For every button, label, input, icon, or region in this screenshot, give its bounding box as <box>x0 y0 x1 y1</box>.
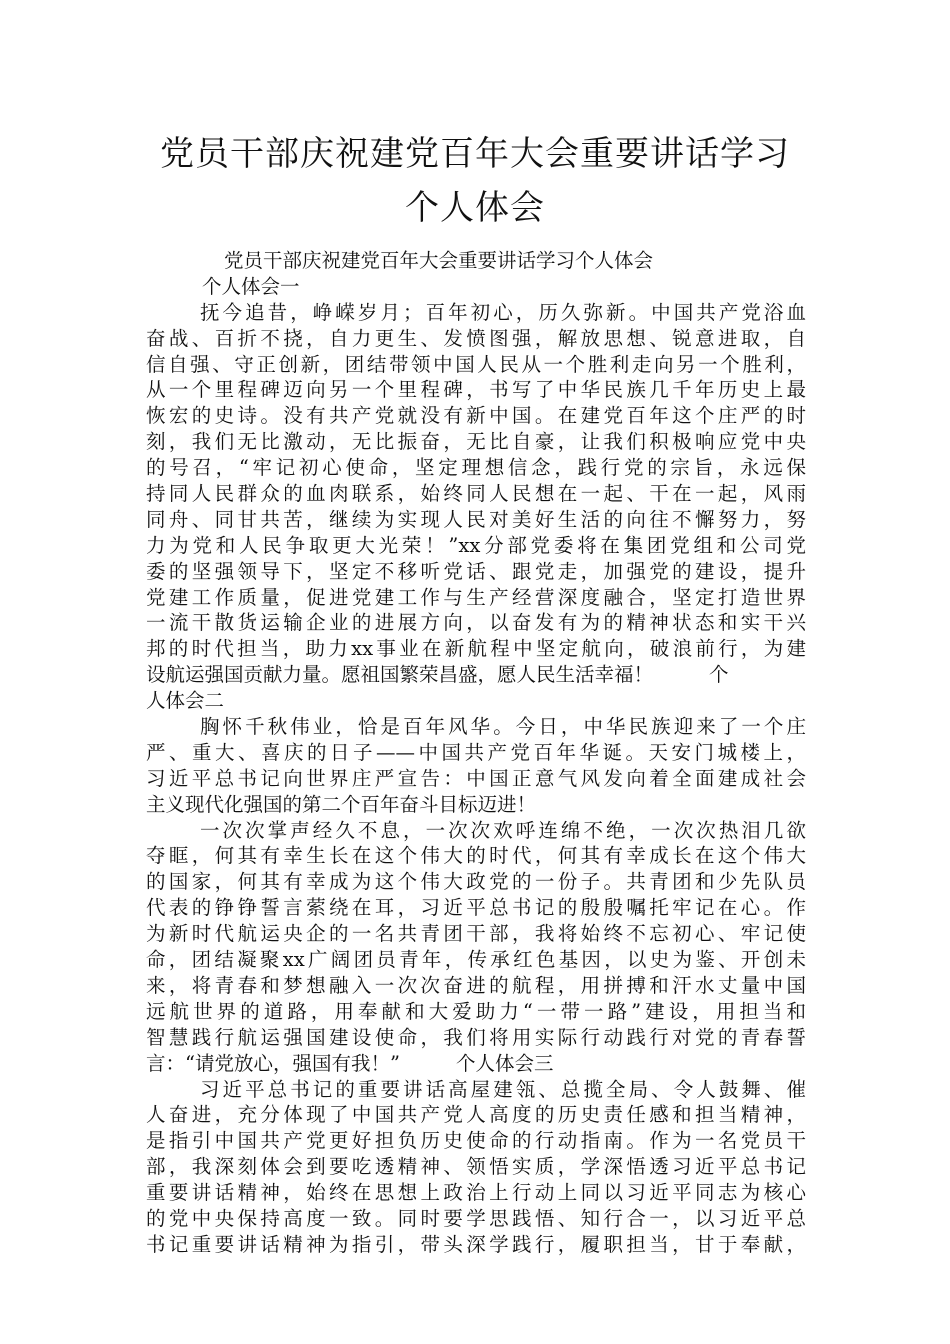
paragraph-line: 抚今追昔，峥嵘岁月；百年初心，历久弥新。中国共产党浴血 <box>200 300 806 324</box>
paragraph-line: 的国家，何其有幸成为这个伟大政党的一份子。共青团和少先队员 <box>146 870 806 894</box>
paragraph-line: 是指引中国共产党更好担负历史使命的行动指南。作为一名党员干 <box>146 1129 806 1153</box>
paragraph-line: 重要讲话精神，始终在思想上政治上行动上同以习近平同志为核心 <box>146 1181 806 1205</box>
paragraph-line: 邦的时代担当，助力xx事业在新航程中坚定航向，破浪前行，为建 <box>146 637 806 661</box>
paragraph-line: 党建工作质量，促进党建工作与生产经营深度融合，坚定打造世界 <box>146 585 806 609</box>
paragraph-line: 的党中央保持高度一致。同时要学思践悟、知行合一，以习近平总 <box>146 1206 806 1230</box>
paragraph-line: 人奋进，充分体现了中国共产党人高度的历史责任感和担当精神， <box>146 1103 806 1127</box>
paragraph-line: 为新时代航运央企的一名共青团干部，我将始终不忘初心、牢记使 <box>146 922 806 946</box>
paragraph-line: 习近平总书记向世界庄严宣告：中国正意气风发向着全面建成社会 <box>146 766 806 790</box>
paragraph-line: 同舟、同甘共苦，继续为实现人民对美好生活的向往不懈努力，努 <box>146 507 806 531</box>
paragraph-line: 智慧践行航运强国建设使命，我们将用实际行动践行对党的青春誓 <box>146 1025 806 1049</box>
paragraph-text: 言：“请党放心，强国有我！” <box>146 1051 400 1075</box>
paragraph-line: 严、重大、喜庆的日子——中国共产党百年华诞。天安门城楼上， <box>146 740 806 764</box>
paragraph-line: 主义现代化强国的第二个百年奋斗目标迈进！ <box>146 792 537 816</box>
paragraph-line: 刻，我们无比激动，无比振奋，无比自豪，让我们积极响应党中央 <box>146 430 806 454</box>
paragraph-line: 奋战、百折不挠，自力更生、发愤图强，解放思想、锐意进取，自 <box>146 326 806 350</box>
paragraph-line-with-heading <box>146 1051 806 1077</box>
section-2-heading-part-1: 个 <box>709 663 729 687</box>
paragraph-line: 胸怀千秋伟业，恰是百年风华。今日，中华民族迎来了一个庄 <box>200 715 806 739</box>
document-subtitle: 党员干部庆祝建党百年大会重要讲话学习个人体会 <box>224 249 654 272</box>
paragraph-line: 的号召，“牢记初心使命，坚定理想信念，践行党的宗旨，永远保 <box>146 456 806 480</box>
paragraph-line-with-heading <box>146 662 806 688</box>
paragraph-line: 力为党和人民争取更大光荣！”xx分部党委将在集团党组和公司党 <box>146 533 806 557</box>
paragraph-line: 持同人民群众的血肉联系，始终同人民想在一起、干在一起，风雨 <box>146 482 806 506</box>
paragraph-line: 信自强、守正创新，团结带领中国人民从一个胜利走向另一个胜利， <box>146 352 806 376</box>
paragraph-line: 命，团结凝聚xx广阔团员青年，传承红色基因，以史为鉴、开创未 <box>146 948 806 972</box>
section-3-heading: 个人体会三 <box>455 1051 554 1075</box>
section-1-heading: 个人体会一 <box>202 274 300 298</box>
paragraph-line: 夺眶，何其有幸生长在这个伟大的时代，何其有幸成长在这个伟大 <box>146 844 806 868</box>
paragraph-line: 委的坚强领导下，坚定不移听党话、跟党走，加强党的建设，提升 <box>146 559 806 583</box>
paragraph-line: 远航世界的道路，用奉献和大爱助力“一带一路”建设，用担当和 <box>146 999 806 1023</box>
paragraph-line: 来，将青春和梦想融入一次次奋进的航程，用拼搏和汗水丈量中国 <box>146 973 806 997</box>
paragraph-line: 习近平总书记的重要讲话高屋建瓴、总揽全局、令人鼓舞、催 <box>200 1077 806 1101</box>
document-body <box>146 248 806 1258</box>
paragraph-line: 部，我深刻体会到要吃透精神、领悟实质，学深悟透习近平总书记 <box>146 1155 806 1179</box>
paragraph-line: 书记重要讲话精神为指引，带头深学践行，履职担当，甘于奉献， <box>146 1232 806 1256</box>
paragraph-line: 从一个里程碑迈向另一个里程碑，书写了中华民族几千年历史上最 <box>146 378 806 402</box>
paragraph-line: 一流干散货运输企业的进展方向，以奋发有为的精神状态和实干兴 <box>146 611 806 635</box>
paragraph-text: 设航运强国贡献力量。愿祖国繁荣昌盛，愿人民生活幸福！ <box>146 663 654 687</box>
paragraph-line: 恢宏的史诗。没有共产党就没有新中国。在建党百年这个庄严的时 <box>146 404 806 428</box>
paragraph-line: 一次次掌声经久不息，一次次欢呼连绵不绝，一次次热泪几欲 <box>200 818 806 842</box>
document-title-line-1: 党员干部庆祝建党百年大会重要讲话学习 <box>160 134 790 174</box>
section-2-heading-part-2: 人体会二 <box>146 689 225 713</box>
document-title-line-2: 个人体会 <box>405 188 545 228</box>
paragraph-line: 代表的铮铮誓言萦绕在耳，习近平总书记的殷殷嘱托牢记在心。作 <box>146 896 806 920</box>
